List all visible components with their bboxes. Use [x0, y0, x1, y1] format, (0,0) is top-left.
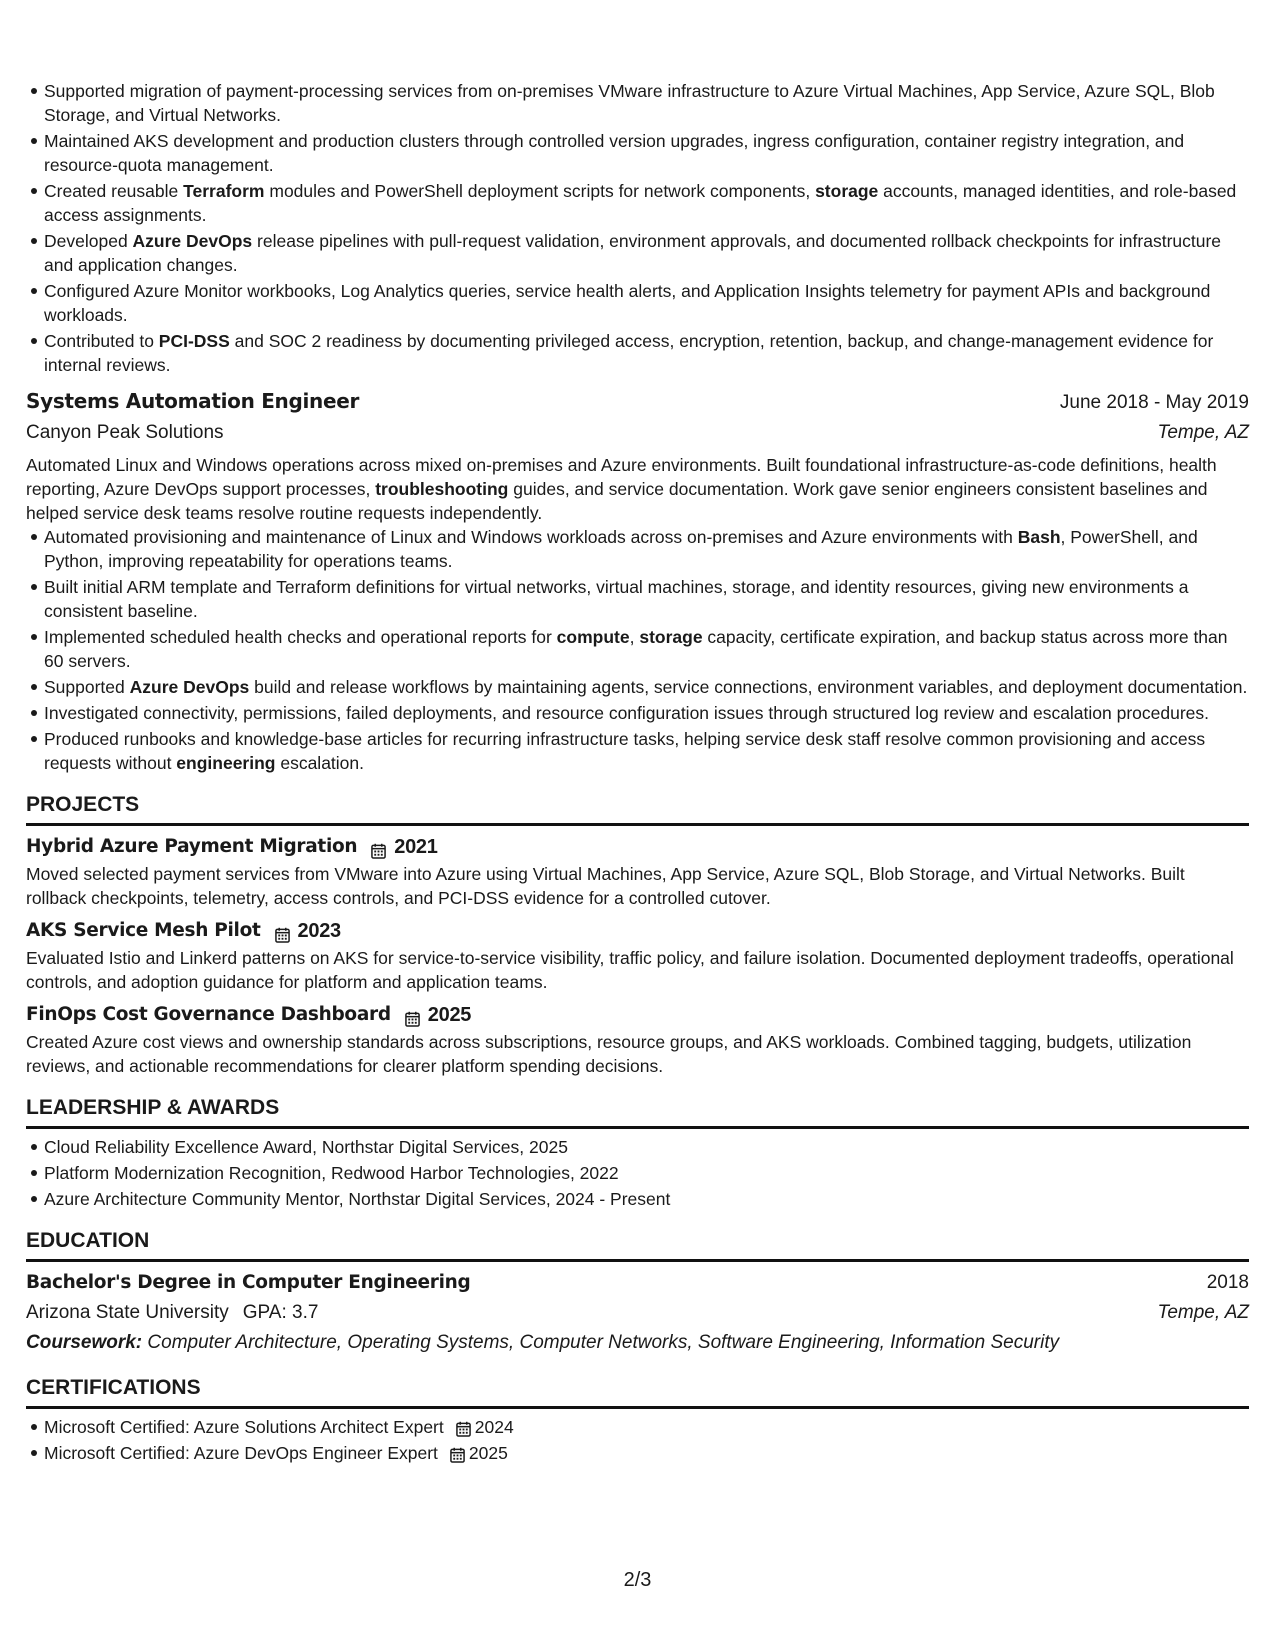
text-run: Maintained AKS development and production clusters through controlled version upgrades, ingress configuration, container registry integration, and resource-quota management.	[44, 131, 1185, 175]
certification-item	[44, 1441, 1249, 1465]
bullet-item	[44, 79, 1249, 127]
text-run: Developed	[44, 231, 133, 251]
award-item: Platform Modernization Recognition, Redwood Harbor Technologies, 2022	[44, 1161, 1249, 1185]
bold-keyword: Bash	[1017, 527, 1061, 547]
certification-name: Microsoft Certified: Azure Solutions Architect Expert	[44, 1417, 444, 1437]
text-run: Automated provisioning and maintenance of Linux and Windows workloads across on-premises and Azure environments with	[44, 527, 1018, 547]
text-run: escalation.	[275, 753, 365, 773]
bullet-item	[44, 727, 1249, 775]
project-name: AKS Service Mesh Pilot	[26, 920, 261, 941]
bullet-item	[44, 179, 1249, 227]
degree-title: Bachelor's Degree in Computer Engineering	[26, 1272, 471, 1293]
project-description: Moved selected payment services from VMware into Azure using Virtual Machines, App Service, Azure SQL, Blob Storage, and Virtual Networks. Built rollback checkpoints, telemetry, access controls, and PCI-DSS evidence for a controlled cutover.	[26, 864, 1185, 908]
calendar-icon	[405, 1007, 420, 1023]
graduation-year: 2018	[1206, 1272, 1249, 1293]
project-entry	[26, 832, 1249, 910]
page-number: 2/3	[623, 1569, 652, 1591]
school-name: Arizona State University	[26, 1302, 229, 1323]
bullet-item	[44, 129, 1249, 177]
text-run: Supported migration of payment-processing services from on-premises VMware infrastructure to Azure Virtual Machines, App Service, Azure SQL, Blob Storage, and Virtual Networks.	[44, 81, 1215, 125]
text-run: Contributed to	[44, 331, 159, 351]
bullet-item	[44, 329, 1249, 377]
bold-keyword: Azure DevOps	[129, 677, 250, 697]
resume-page	[26, 79, 1249, 1467]
certifications-list	[26, 1415, 1249, 1465]
text-run: Created reusable	[44, 181, 184, 201]
bold-keyword: engineering	[176, 753, 276, 773]
bold-keyword: PCI-DSS	[158, 331, 230, 351]
coursework-label: Coursework:	[26, 1332, 143, 1353]
text-run: , PowerShell, and Python, improving repeatability for operations teams.	[44, 527, 1198, 571]
calendar-icon	[450, 1445, 465, 1461]
text-run: Configured Azure Monitor workbooks, Log Analytics queries, service health alerts, and Application Insights telemetry for payment APIs and background workloads.	[44, 281, 1211, 325]
text-run: Supported	[44, 677, 130, 697]
project-year: 2025	[427, 1004, 472, 1026]
school-location: Tempe, AZ	[1157, 1302, 1249, 1323]
previous-job-bullets	[26, 79, 1249, 377]
text-run: Implemented scheduled health checks and operational reports for	[44, 627, 557, 647]
text-run: Built initial ARM template and Terraform definitions for virtual networks, virtual machines, storage, and identity resources, giving new environments a consistent baseline.	[44, 577, 1189, 621]
certification-year: 2025	[468, 1443, 508, 1463]
bold-keyword: Azure DevOps	[132, 231, 253, 251]
project-description: Evaluated Istio and Linkerd patterns on AKS for service-to-service visibility, traffic policy, and failure isolation. Documented deployment tradeoffs, operational controls, and adoption guidance for platform and application teams.	[26, 948, 1234, 992]
section-title-education: EDUCATION	[26, 1227, 1249, 1262]
award-item: Cloud Reliability Excellence Award, Northstar Digital Services, 2025	[44, 1135, 1249, 1159]
coursework-list: Computer Architecture, Operating Systems, Computer Networks, Software Engineering, Information Security	[142, 1332, 1060, 1353]
education-entry	[26, 1268, 1249, 1358]
text-run: and SOC 2 readiness by documenting privileged access, encryption, retention, backup, and change-management evidence for internal reviews.	[44, 331, 1214, 375]
project-name: FinOps Cost Governance Dashboard	[26, 1004, 391, 1025]
projects-list	[26, 832, 1249, 1078]
certification-name: Microsoft Certified: Azure DevOps Engineer Expert	[44, 1443, 438, 1463]
bullet-item	[44, 229, 1249, 277]
bold-keyword: Terraform	[183, 181, 265, 201]
calendar-icon	[456, 1419, 471, 1435]
text-run: guides, and service documentation. Work gave senior engineers consistent baselines and helped service desk teams resolve routine requests independently.	[26, 479, 1208, 523]
bold-keyword: compute	[556, 627, 630, 647]
bullet-item	[44, 701, 1249, 725]
section-title-projects: PROJECTS	[26, 791, 1249, 826]
project-description: Created Azure cost views and ownership standards across subscriptions, resource groups, and AKS workloads. Combined tagging, budgets, utilization reviews, and actionable recommendations for clearer platform spending decisions.	[26, 1032, 1192, 1076]
project-year: 2023	[297, 920, 341, 942]
bold-keyword: troubleshooting	[375, 479, 509, 499]
project-entry	[26, 1000, 1249, 1078]
bold-keyword: storage	[639, 627, 703, 647]
award-item: Azure Architecture Community Mentor, Northstar Digital Services, 2024 - Present	[44, 1187, 1249, 1211]
calendar-icon	[275, 923, 290, 939]
gpa: GPA: 3.7	[242, 1302, 319, 1323]
project-entry	[26, 916, 1249, 994]
job-entry	[26, 386, 1249, 775]
text-run: build and release workflows by maintaining agents, service connections, environment variables, and deployment documentation.	[249, 677, 1248, 697]
job-summary	[26, 453, 1249, 525]
job-dates: June 2018 - May 2019	[1059, 392, 1249, 413]
text-run: accounts, managed identities, and role-based access assignments.	[44, 181, 1237, 225]
bullet-item	[44, 575, 1249, 623]
project-name: Hybrid Azure Payment Migration	[26, 836, 358, 857]
text-run: capacity, certificate expiration, and backup status across more than 60 servers.	[44, 627, 1228, 671]
bullet-item	[44, 625, 1249, 673]
section-title-certifications: CERTIFICATIONS	[26, 1374, 1249, 1409]
text-run: modules and PowerShell deployment scripts for network components,	[264, 181, 816, 201]
job-location: Tempe, AZ	[1157, 422, 1249, 443]
job-title: Systems Automation Engineer	[26, 389, 360, 413]
coursework	[26, 1328, 1249, 1358]
text-run: Produced runbooks and knowledge-base articles for recurring infrastructure tasks, helping service desk staff resolve common provisioning and access requests without	[44, 729, 1206, 773]
certification-item	[44, 1415, 1249, 1439]
project-year: 2021	[394, 836, 438, 858]
section-title-awards: LEADERSHIP & AWARDS	[26, 1094, 1249, 1129]
text-run: release pipelines with pull-request validation, environment approvals, and documented rollback checkpoints for infrastructure and application changes.	[44, 231, 1222, 275]
text-run: Automated Linux and Windows operations across mixed on-premises and Azure environments. Built foundational infrastructure-as-code definitions, health reporting, Azure DevOps support processes,	[26, 455, 1217, 499]
calendar-icon	[371, 839, 386, 855]
job-bullets	[26, 525, 1249, 775]
text-run: ,	[629, 627, 640, 647]
bold-keyword: storage	[815, 181, 879, 201]
bullet-item	[44, 525, 1249, 573]
bullet-item	[44, 675, 1249, 699]
company-name: Canyon Peak Solutions	[26, 422, 224, 443]
text-run: Investigated connectivity, permissions, failed deployments, and resource configuration issues through structured log review and escalation procedures.	[44, 703, 1210, 723]
bullet-item	[44, 279, 1249, 327]
awards-list	[26, 1135, 1249, 1211]
certification-year: 2024	[474, 1417, 514, 1437]
